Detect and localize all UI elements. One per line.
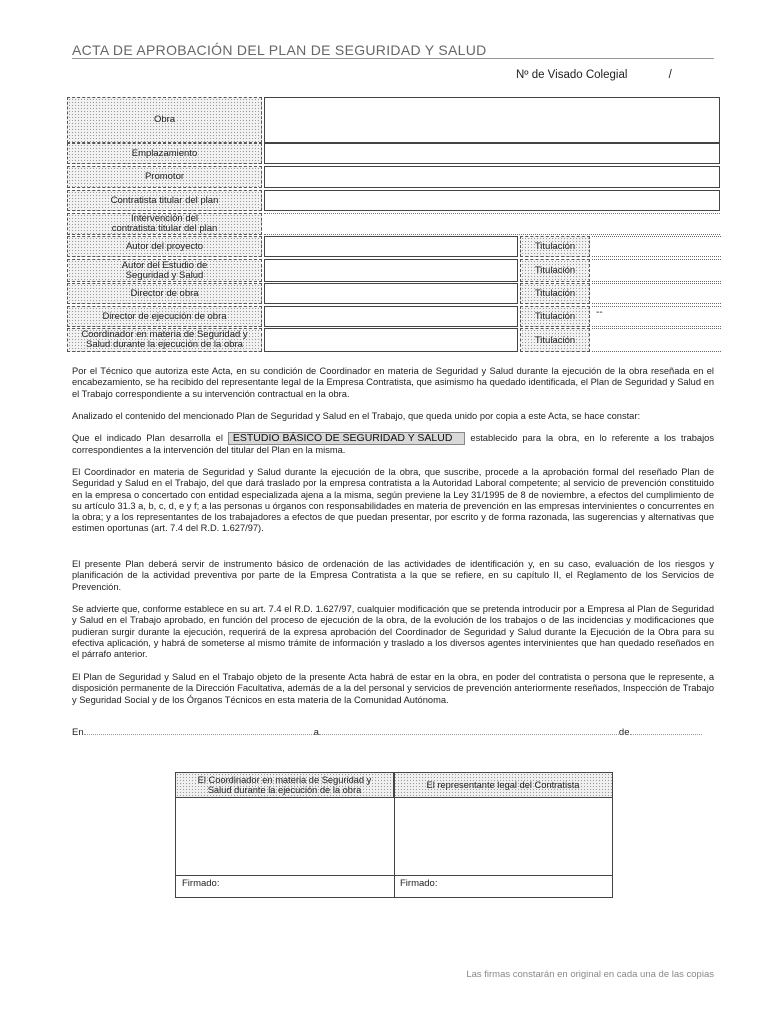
label-promotor: Promotor: [67, 166, 262, 188]
paragraph-aprobacion: El Coordinador en materia de Seguridad y Salud durante la ejecución de la obra, que suscribe, procede a la aprobación formal del reseñado Plan de Seguridad y Salud en el Trabajo, del que dará traslado por la empresa contratista a la Autoridad Laboral competente; al servicio de prevención constituido en la empresa o concertado con entidad especializada ajena a la misma, según previene la Ley 31/1995 de 8 de noviembre, a efectos del cumplimiento de su artículo 31.3 a, b, c, d, e y f; a las personas u órganos con responsabilidades en materia de prevención en las empresas intervinientes o concurrentes en la obra; y a los representantes de los trabajadores a efectos de que puedan presentar, por escrito y de forma razonada, las sugerencias y alternativas que estimen oportunas (art. 7.4 del R.D. 1.627/97).: [72, 467, 714, 534]
paragraph-analisis: Analizado el contenido del mencionado Plan de Seguridad y Salud en el Trabajo, que queda unido por copia a este Acta, se hace constar:: [72, 411, 641, 421]
row-director-ejecucion: [67, 306, 721, 327]
desarrolla-post: establecido para la obra, en lo referente a los trabajos correspondientes a la intervención del titular del Plan en la misma.: [72, 433, 714, 456]
label-autor-proyecto: Autor del proyecto: [67, 236, 262, 257]
signature-table: [175, 772, 613, 898]
row-obra: [67, 97, 721, 143]
paragraph-disposicion: El Plan de Seguridad y Salud en el Trabajo objeto de la presente Acta habrá de estar en la obra, en poder del contratista o persona que le represente, a disposición permanente de la Dirección Facultativa, además de a la del personal y servicios de prevención anteriormente reseñados, Inspección de Trabajo y Seguridad Social y de los Órganos Técnicos en esta materia de la Comunidad Autónoma.: [72, 672, 714, 705]
paragraph-desarrolla: [72, 432, 714, 457]
label-emplazamiento: Emplazamiento: [67, 143, 262, 164]
label-intervencion: Intervención del contratista titular del plan: [67, 213, 262, 235]
field-autor-proyecto[interactable]: [264, 236, 518, 257]
row-autor-proyecto: [67, 236, 721, 257]
field-titulacion-director-ejecucion[interactable]: --: [592, 306, 721, 327]
visado-colegial: [516, 69, 672, 81]
field-director-ejecucion[interactable]: [264, 306, 518, 327]
row-coordinador: [67, 328, 721, 352]
field-contratista[interactable]: [264, 190, 720, 211]
visado-label: Nº de Visado Colegial: [516, 69, 628, 81]
firmado-coordinador[interactable]: Firmado:: [182, 878, 220, 889]
field-titulacion-autor-proyecto[interactable]: [592, 236, 721, 257]
year-field[interactable]: [630, 726, 702, 735]
row-director-obra: [67, 283, 721, 304]
estudio-type-field[interactable]: ESTUDIO BÁSICO DE SEGURIDAD Y SALUD: [228, 432, 466, 445]
visado-separator: /: [668, 69, 672, 81]
field-obra[interactable]: [264, 97, 720, 143]
document-title: ACTA DE APROBACIÓN DEL PLAN DE SEGURIDAD Y SALUD: [72, 42, 487, 58]
titulacion-label: Titulación: [520, 306, 590, 327]
row-promotor: [67, 166, 721, 188]
field-autor-estudio[interactable]: [264, 259, 518, 282]
label-contratista: Contratista titular del plan: [67, 190, 262, 211]
titulacion-label: Titulación: [520, 259, 590, 282]
label-autor-estudio: Autor del Estudio de Seguridad y Salud: [67, 259, 262, 282]
row-contratista: [67, 190, 721, 211]
row-autor-estudio: [67, 259, 721, 282]
field-emplazamiento[interactable]: [264, 143, 720, 164]
label-director-ejecucion: Director de ejecución de obra: [67, 306, 262, 327]
title-divider: [72, 58, 714, 59]
a-label: a: [313, 727, 319, 738]
place-date-line: [72, 726, 714, 738]
label-director-obra: Director de obra: [67, 283, 262, 304]
footer-note: Las firmas constarán en original en cada una de las copias: [466, 969, 714, 980]
paragraph-instrumento: El presente Plan deberá servir de instrumento básico de ordenación de las actividades de identificación y, en su caso, evaluación de los riesgos y planificación de la actividad preventiva por parte de la Empresa Contratista a la que se refiere, en su capítulo II, el Reglamento de los Servicios de Prevención.: [72, 559, 714, 592]
firmado-contratista[interactable]: Firmado:: [400, 878, 438, 889]
field-coordinador[interactable]: [264, 328, 518, 352]
titulacion-label: Titulación: [520, 236, 590, 257]
row-emplazamiento: [67, 143, 721, 164]
day-month-field[interactable]: [319, 726, 619, 735]
label-obra: Obra: [67, 97, 262, 143]
field-promotor[interactable]: [264, 166, 720, 188]
titulacion-label: Titulación: [520, 283, 590, 304]
de-label: de: [618, 727, 630, 738]
field-titulacion-director-obra[interactable]: [592, 283, 721, 304]
signature-header-contratista: El representante legal del Contratista: [394, 773, 612, 798]
place-field[interactable]: [84, 726, 314, 735]
field-titulacion-autor-estudio[interactable]: [592, 259, 721, 282]
paragraph-modificaciones: Se advierte que, conforme establece en su art. 7.4 el R.D. 1.627/97, cualquier modificación que se pretenda introducir por a Empresa al Plan de Seguridad y Salud en el Trabajo aprobado, en función del proceso de ejecución de la obra, de la evolución de los trabajos o de las incidencias y modificaciones que pudieran surgir durante la ejecución, requerirá de la expresa aprobación del Coordinador de Seguridad y Salud durante la Ejecución de la Obra para su efectiva aplicación, y habrá de someterse al mismo trámite de información y traslado a los diversos agentes intervinientes que han quedado reseñados en el párrafo anterior.: [72, 604, 714, 660]
row-intervencion: [67, 213, 721, 235]
signature-divider: [394, 773, 395, 897]
field-director-obra[interactable]: [264, 283, 518, 304]
field-intervencion[interactable]: [264, 213, 720, 235]
desarrolla-pre: Que el indicado Plan desarrolla el: [72, 433, 223, 443]
en-label: En: [72, 727, 84, 738]
signature-header-coordinador: El Coordinador en materia de Seguridad y Salud durante la ejecución de la obra: [176, 773, 394, 798]
field-titulacion-coordinador[interactable]: [592, 328, 721, 352]
paragraph-recepcion: Por el Técnico que autoriza este Acta, en su condición de Coordinador en materia de Seguridad y Salud durante la ejecución de la obra reseñada en el encabezamiento, se ha recibido del representante legal de la Empresa Contratista, que asimismo ha quedado identificada, el Plan de Seguridad y Salud en el Trabajo correspondiente a su intervención contractual en la obra.: [72, 366, 714, 399]
signature-firmado-divider: [176, 875, 612, 876]
label-coordinador: Coordinador en materia de Seguridad y Salud durante la ejecución de la obra: [67, 328, 262, 352]
titulacion-label: Titulación: [520, 328, 590, 352]
